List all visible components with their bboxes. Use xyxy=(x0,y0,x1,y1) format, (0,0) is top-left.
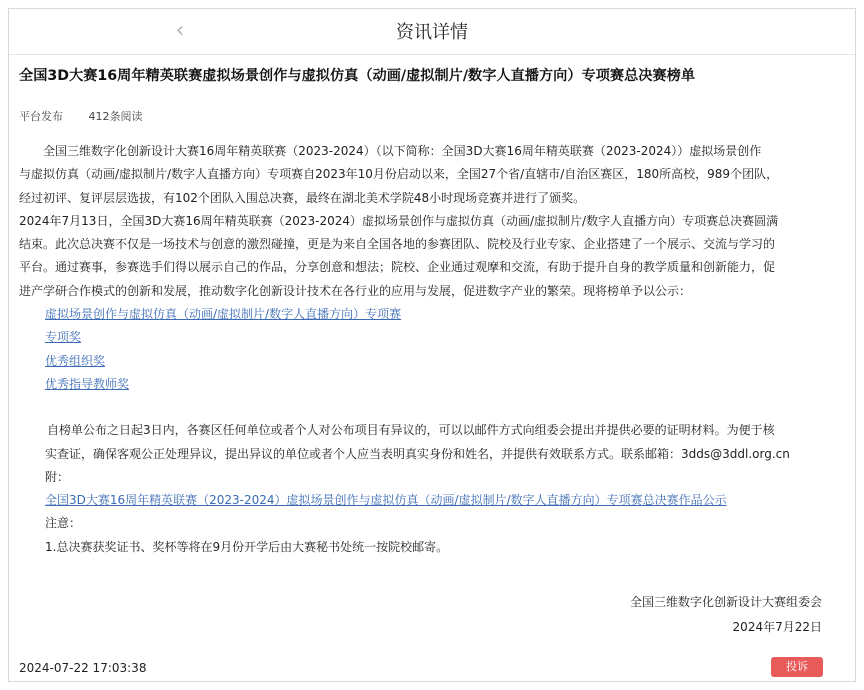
link-main-results[interactable]: 虚拟场景创作与虚拟仿真（动画/虚拟制片/数字人直播方向）专项赛 xyxy=(45,307,402,322)
link-organization-award[interactable]: 优秀组织奖 xyxy=(45,353,106,368)
note-item: 1.总决赛获奖证书、奖杯等将在9月份开学后由大赛秘书处统一按院校邮寄。 xyxy=(45,539,449,554)
signature-block xyxy=(630,590,822,640)
report-button[interactable]: 投诉 xyxy=(771,657,823,677)
article-frame xyxy=(8,8,856,682)
link-works-publicity[interactable]: 全国3D大赛16周年精英联赛（2023-2024）虚拟场景创作与虚拟仿真（动画/虚拟制片/数字人直播方向）专项赛总决赛作品公示 xyxy=(45,493,727,508)
article-source: 平台发布 xyxy=(19,110,63,123)
publish-timestamp: 2024-07-22 17:03:38 xyxy=(19,661,147,675)
paragraph-summary-line: 平台。通过赛事，参赛选手们得以展示自己的作品，分享创意和想法；院校、企业通过观摩和交流，有助于提升自身的教学质量和创新能力，促 xyxy=(19,260,776,275)
link-special-award[interactable]: 专项奖 xyxy=(45,330,82,345)
paragraph-summary-line: 结束。此次总决赛不仅是一场技术与创意的激烈碰撞，更是为来自全国各地的参赛团队、院校及行业专家、企业搭建了一个展示、交流与学习的 xyxy=(19,237,776,252)
link-instructor-award[interactable]: 优秀指导教师奖 xyxy=(45,376,130,391)
paragraph-intro-line: 经过初评、复评层层选拔，有102个团队入围总决赛，最终在湖北美术学院48小时现场竞赛并进行了颁奖。 xyxy=(19,190,586,205)
article-meta xyxy=(19,109,165,125)
paragraph-summary-line: 进产学研合作模式的创新和发展，推动数字化创新设计技术在各行业的应用与发展，促进数字产业的繁荣。现将榜单予以公示： xyxy=(19,283,692,298)
paragraph-objection-line: 实查证，确保客观公正处理异议，提出异议的单位或者个人应当表明真实身份和姓名，并提供有效联系方式。联系邮箱：3dds@3ddl.org.cn xyxy=(45,446,790,461)
back-chevron-icon[interactable]: ‹ xyxy=(175,18,185,43)
page-header xyxy=(9,9,855,55)
paragraph-intro-line: 与虚拟仿真（动画/虚拟制片/数字人直播方向）专项赛自2023年10月份启动以来，全国27个省/直辖市/自治区赛区，180所高校，989个团队， xyxy=(19,167,779,182)
paragraph-objection-line: 自榜单公布之日起3日内，各赛区任何单位或者个人对公布项目有异议的，可以以邮件方式向组委会提出并提供必要的证明材料。为便于核 xyxy=(47,423,775,438)
article-body xyxy=(19,140,829,559)
signature-date: 2024年7月22日 xyxy=(732,620,822,634)
spacer xyxy=(19,396,829,419)
note-label: 注意： xyxy=(45,516,82,531)
article-title: 全国3D大赛16周年精英联赛虚拟场景创作与虚拟仿真（动画/虚拟制片/数字人直播方向）专项赛总决赛榜单 xyxy=(19,68,696,84)
article-read-count: 412条阅读 xyxy=(88,110,143,123)
page-title: 资讯详情 xyxy=(396,22,468,43)
paragraph-intro-line: 全国三维数字化创新设计大赛16周年精英联赛（2023-2024）（以下简称：全国3D大赛16周年精英联赛（2023-2024））虚拟场景创作 xyxy=(43,144,762,158)
paragraph-summary-line: 2024年7月13日，全国3D大赛16周年精英联赛（2023-2024）虚拟场景创作与虚拟仿真（动画/虚拟制片/数字人直播方向）专项赛总决赛圆满 xyxy=(19,213,779,228)
signature-organization: 全国三维数字化创新设计大赛组委会 xyxy=(629,595,822,609)
attachment-label: 附： xyxy=(45,469,70,484)
